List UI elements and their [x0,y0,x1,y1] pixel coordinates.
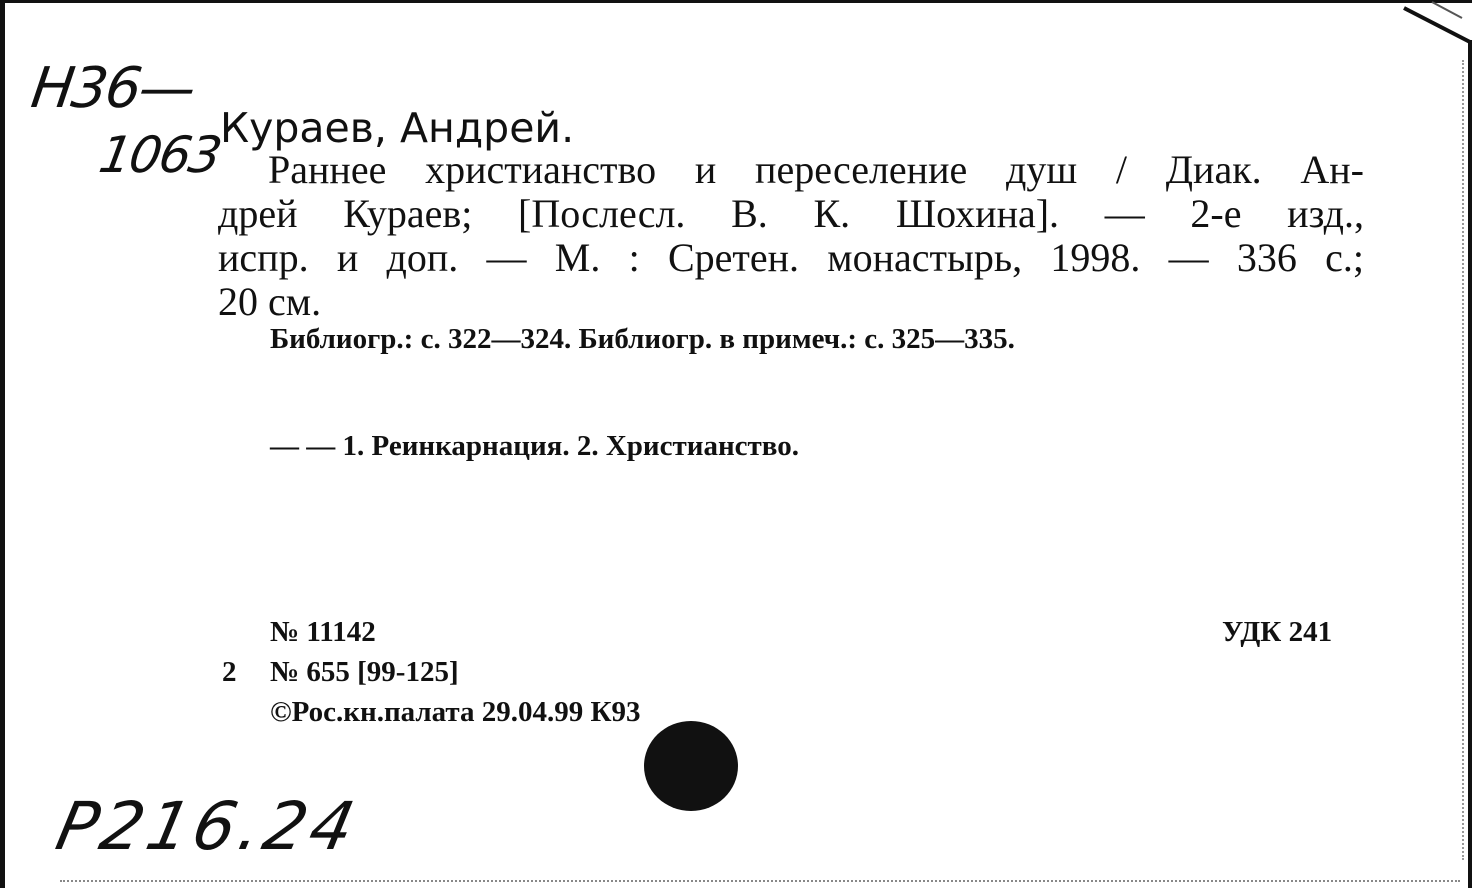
card-left-edge [0,0,5,888]
bibliographic-description [218,148,1364,324]
description-line: дрей Кураев; [Послесл. В. К. Шохина]. — 2-е изд., [218,191,1364,236]
card-top-edge [0,0,1472,3]
copies-count: 2 [222,656,237,688]
book-chamber-stamp: ©Рос.кн.палата 29.04.99 К93 [270,696,641,728]
card-right-dots [1462,60,1466,860]
subject-headings: — — 1. Реинкарнация. 2. Христианство. [270,430,799,462]
handwritten-shelfmark-number: 1063 [94,126,225,184]
description-line: 20 см. [218,279,322,324]
description-line: испр. и доп. — М. : Сретен. монастырь, 1998. — 336 с.; [218,235,1364,280]
card-bottom-dots [60,880,1460,885]
card-right-edge [1468,40,1472,888]
punch-hole [643,718,741,812]
record-number-secondary: № 655 [99-125] [270,656,459,688]
udk-code: УДК 241 [1222,616,1333,648]
handwritten-shelfmark-bottom: Р216.24 [49,788,365,865]
handwritten-shelfmark-top: Н36— [27,56,198,121]
description-line: Раннее христианство и переселение душ / Диак. Ан- [268,147,1364,192]
bibliography-note: Библиогр.: с. 322—324. Библиогр. в примеч.: с. 325—335. [270,323,1015,355]
author-heading: Кураев, Андрей. [220,104,575,152]
card-corner-mark [1402,0,1472,44]
record-number: № 11142 [270,616,376,648]
